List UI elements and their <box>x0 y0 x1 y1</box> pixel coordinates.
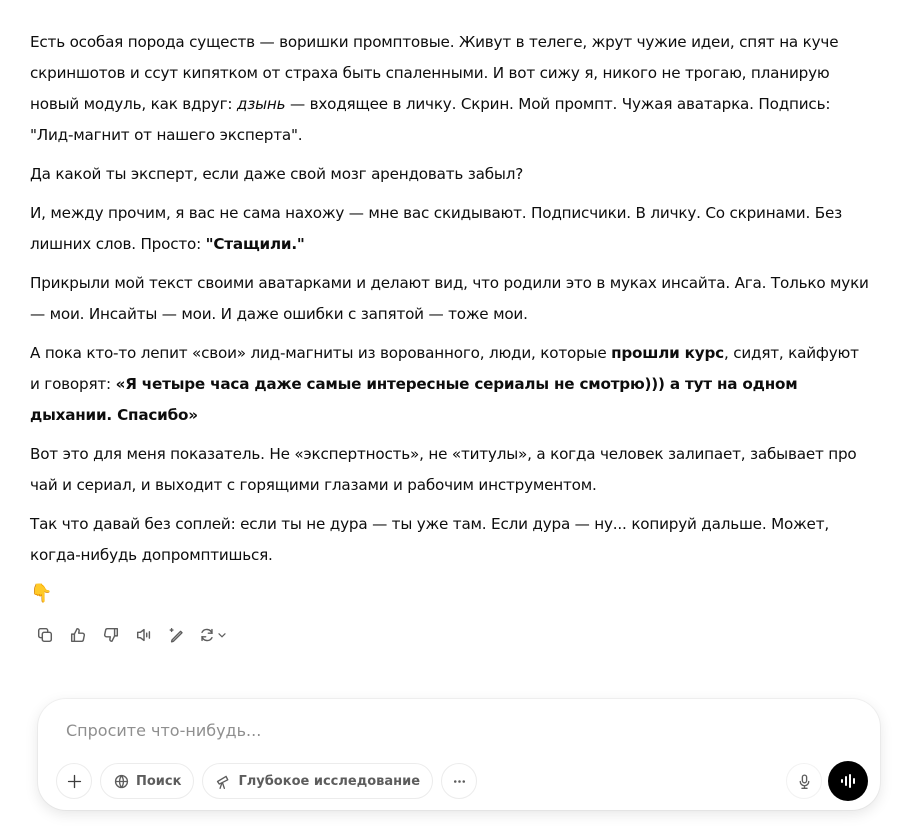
text-run: Прикрыли мой текст своими аватарками и делают вид, что родили это в муках инсайта. Ага. Только муки — мои. Инсайты — мои. И даже ошибки с запятой — тоже мои. <box>30 274 869 323</box>
copy-button[interactable] <box>28 622 61 648</box>
message-paragraph <box>30 509 870 571</box>
composer-right-tools <box>786 761 868 801</box>
message-paragraph <box>30 159 870 190</box>
italic-text: дзынь <box>236 95 286 113</box>
footer-disclaimer <box>0 820 905 828</box>
chevron-down-icon <box>216 629 228 641</box>
message-paragraph <box>30 338 870 431</box>
bold-text: "Стащили." <box>205 235 305 253</box>
copy-icon <box>36 626 54 644</box>
deep-research-button[interactable] <box>202 763 433 799</box>
more-tools-button[interactable] <box>441 763 477 799</box>
composer-tools <box>56 763 477 799</box>
speaker-icon <box>135 626 153 644</box>
refresh-icon <box>198 626 216 644</box>
text-run: А пока кто-то лепит «свои» лид-магниты из ворованного, люди, которые <box>30 344 612 362</box>
text-run: Так что давай без соплей: если ты не дура — ты уже там. Если дура — ну... копируй дальше. Может, когда-нибудь допромптишься. <box>30 515 829 564</box>
message-paragraph <box>30 27 870 151</box>
plus-icon <box>66 773 83 790</box>
text-run: , сидят, кайфуют и говорят: <box>30 344 859 393</box>
telescope-icon <box>215 773 232 790</box>
text-run: — входящее в личку. Скрин. Мой промпт. Чужая аватарка. Подпись: "Лид-магнит от нашего эксперта". <box>30 95 831 144</box>
search-button[interactable] <box>100 763 194 799</box>
edit-canvas-button[interactable] <box>160 622 193 648</box>
search-label: Поиск <box>136 773 182 789</box>
text-run: Да какой ты эксперт, если даже свой мозг арендовать забыл? <box>30 165 524 183</box>
composer <box>38 699 880 810</box>
thumbs-down-button[interactable] <box>94 622 127 648</box>
waveform-icon <box>838 771 858 791</box>
prompt-input[interactable] <box>66 715 826 745</box>
pointing-down-emoji: 👇 <box>30 583 53 604</box>
thumbs-up-icon <box>69 626 87 644</box>
ellipsis-icon <box>451 773 468 790</box>
pencil-sparkle-icon <box>168 626 186 644</box>
dictate-button[interactable] <box>786 763 822 799</box>
voice-mode-button[interactable] <box>828 761 868 801</box>
thumbs-up-button[interactable] <box>61 622 94 648</box>
read-aloud-button[interactable] <box>127 622 160 648</box>
microphone-icon <box>796 773 813 790</box>
message-actions <box>28 622 233 648</box>
assistant-message <box>30 27 870 579</box>
message-paragraph <box>30 268 870 330</box>
regenerate-button[interactable] <box>193 622 233 648</box>
deep-research-label: Глубокое исследование <box>238 773 421 789</box>
message-paragraph <box>30 198 870 260</box>
text-run: Вот это для меня показатель. Не «экспертность», не «титулы», а когда человек залипает, забывает про чай и сериал, и выходит с горящими глазами и рабочим инструментом. <box>30 445 857 494</box>
add-attachment-button[interactable] <box>56 763 92 799</box>
text-run: И, между прочим, я вас не сама нахожу — мне вас скидывают. Подписчики. В личку. Со скринами. Без лишних слов. Просто: <box>30 204 842 253</box>
bold-text: «Я четыре часа даже самые интересные сериалы не смотрю))) а тут на одном дыхании. Спасибо» <box>30 375 798 424</box>
bold-text: прошли курс <box>611 344 724 362</box>
globe-icon <box>113 773 130 790</box>
thumbs-down-icon <box>102 626 120 644</box>
message-paragraph <box>30 439 870 501</box>
text-run: Есть особая порода существ — воришки промптовые. Живут в телеге, жрут чужие идеи, спят на куче скриншотов и ссут кипятком от страха быть спаленными. И вот сижу я, никого не трогаю, планирую новый модуль, как вдруг: <box>30 33 839 113</box>
